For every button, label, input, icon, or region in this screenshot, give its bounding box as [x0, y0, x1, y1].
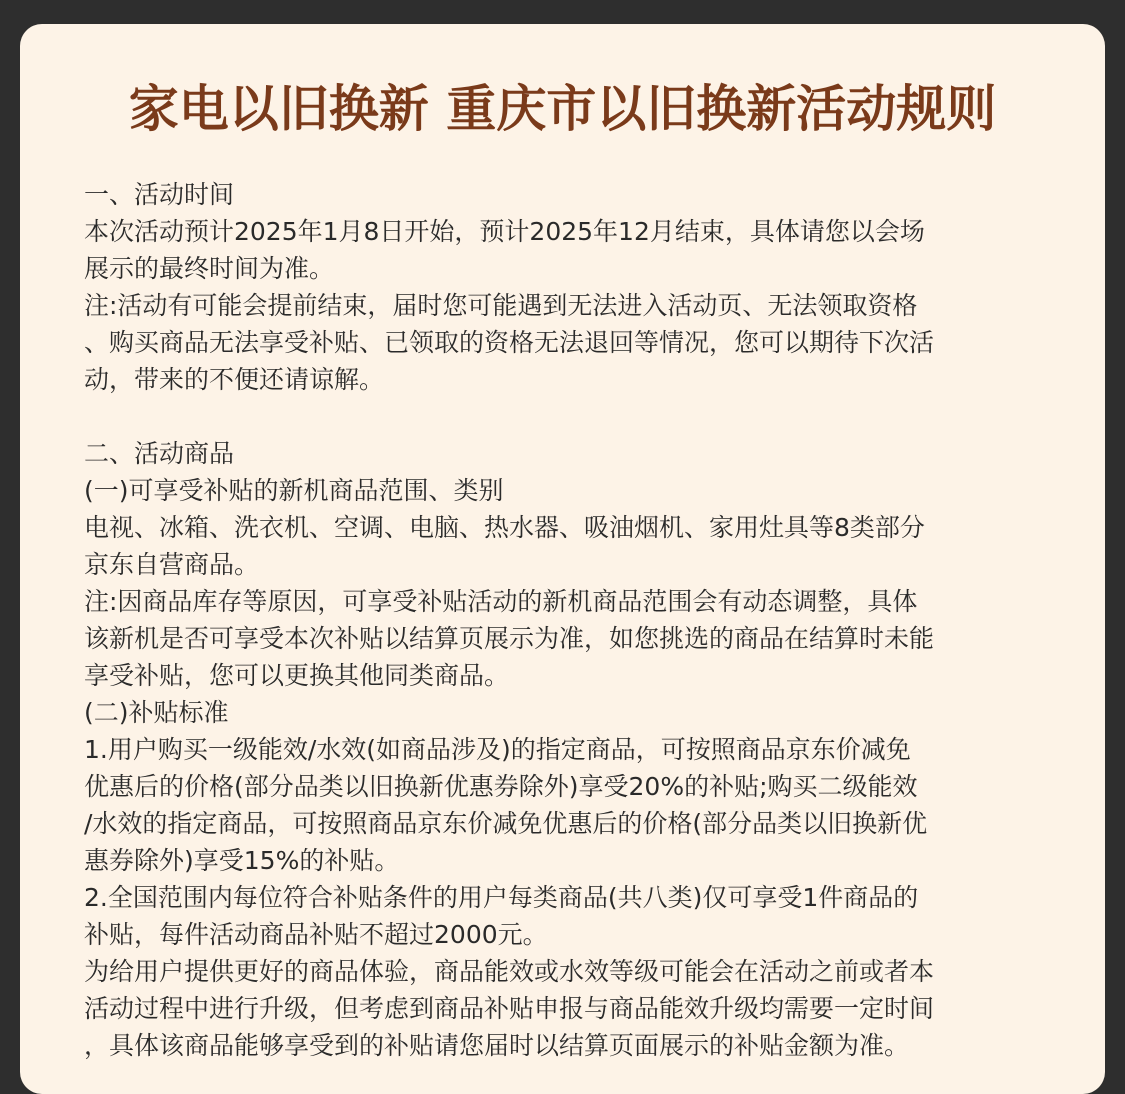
paragraph-line: 活动过程中进行升级，但考虑到商品补贴申报与商品能效升级均需要一定时间 [84, 994, 935, 1023]
paragraph-line: 动，带来的不便还请谅解。 [84, 365, 385, 394]
paragraph-line: 惠券除外)享受15%的补贴。 [84, 846, 400, 875]
paragraph-line: 1.用户购买一级能效/水效(如商品涉及)的指定商品，可按照商品京东价减免 [84, 735, 911, 764]
paragraph-line: 2.全国范围内每位符合补贴条件的用户每类商品(共八类)仅可享受1件商品的 [84, 883, 919, 912]
section-heading-activity-time: 一、活动时间 [84, 180, 235, 209]
paragraph-line: 展示的最终时间为准。 [84, 254, 335, 283]
paragraph-line: 为给用户提供更好的商品体验，商品能效或水效等级可能会在活动之前或者本 [84, 957, 935, 986]
rules-content [84, 176, 1089, 1064]
paragraph-line: 京东自营商品。 [84, 550, 260, 579]
paragraph-line: /水效的指定商品，可按照商品京东价减免优惠后的价格(部分品类以旧换新优 [84, 809, 928, 838]
subsection-heading-subsidy-standard: (二)补贴标准 [84, 698, 229, 727]
paragraph-line: 注:因商品库存等原因，可享受补贴活动的新机商品范围会有动态调整，具体 [84, 587, 918, 616]
subsection-heading-product-scope: (一)可享受补贴的新机商品范围、类别 [84, 476, 504, 505]
paragraph-line: ，具体该商品能够享受到的补贴请您届时以结算页面展示的补贴金额为准。 [84, 1031, 910, 1060]
paragraph-line: 补贴，每件活动商品补贴不超过2000元。 [84, 920, 548, 949]
rules-card [20, 24, 1105, 1094]
section-spacer [84, 398, 1089, 435]
paragraph-line: 优惠后的价格(部分品类以旧换新优惠券除外)享受20%的补贴;购买二级能效 [84, 772, 918, 801]
paragraph-line: 本次活动预计2025年1月8日开始，预计2025年12月结束，具体请您以会场 [84, 217, 925, 246]
paragraph-line: 该新机是否可享受本次补贴以结算页展示为准，如您挑选的商品在结算时未能 [84, 624, 935, 653]
section-heading-activity-products: 二、活动商品 [84, 439, 235, 468]
paragraph-line: 注:活动有可能会提前结束，届时您可能遇到无法进入活动页、无法领取资格 [84, 291, 918, 320]
paragraph-line: 、购买商品无法享受补贴、已领取的资格无法退回等情况，您可以期待下次活 [84, 328, 935, 357]
paragraph-line: 电视、冰箱、洗衣机、空调、电脑、热水器、吸油烟机、家用灶具等8类部分 [84, 513, 925, 542]
page-title: 家电以旧换新 重庆市以旧换新活动规则 [128, 80, 997, 138]
paragraph-line: 享受补贴，您可以更换其他同类商品。 [84, 661, 510, 690]
